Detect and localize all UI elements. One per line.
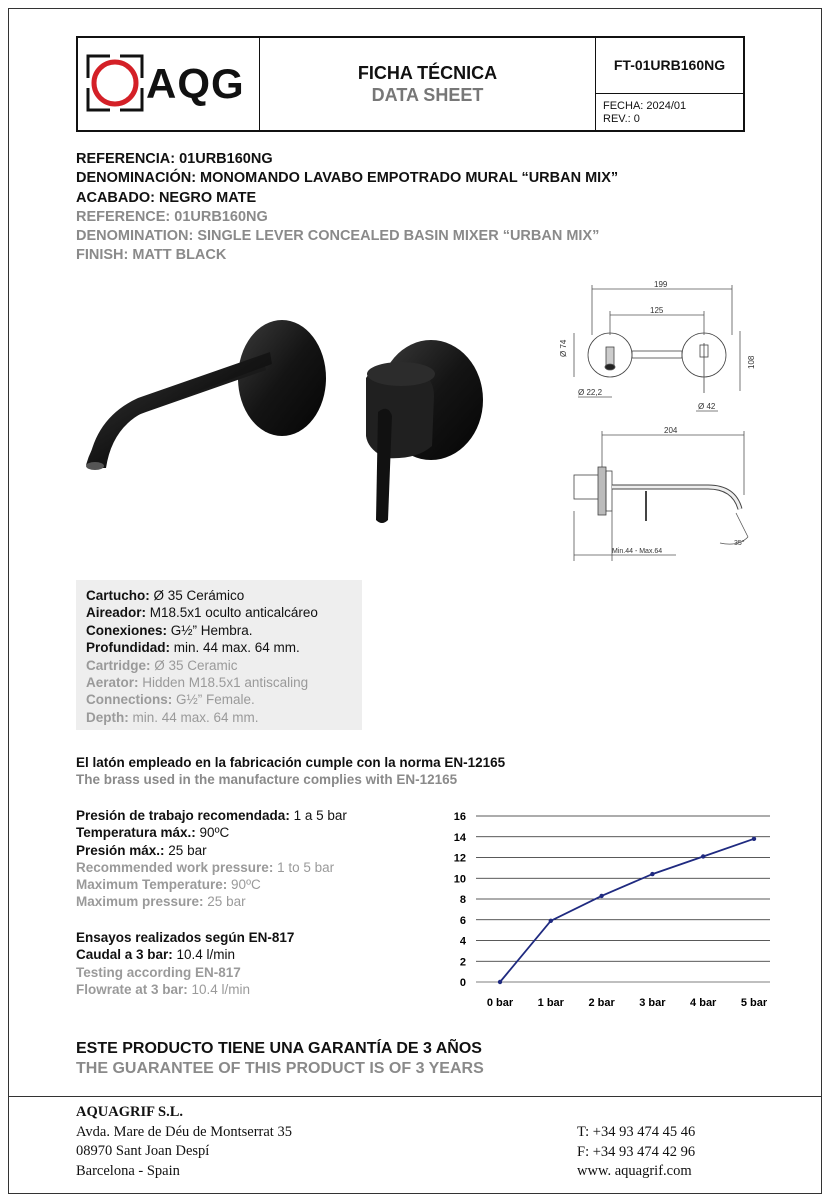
y-tick-label: 16 xyxy=(453,811,466,823)
website-link[interactable]: www. aquagrif.com xyxy=(577,1163,692,1179)
reference-en: REFERENCE: 01URB160NG xyxy=(76,208,268,225)
dim-depth: Min.44 - Max.64 xyxy=(612,548,663,555)
reference-es: REFERENCIA: 01URB160NG xyxy=(76,151,273,167)
dim-199: 199 xyxy=(654,280,668,289)
dim-42: Ø 42 xyxy=(698,402,716,411)
title-cell xyxy=(260,38,596,130)
y-tick-label: 10 xyxy=(453,873,466,886)
footer-contact xyxy=(577,1123,695,1182)
product-photo xyxy=(76,300,496,540)
y-tick-label: 14 xyxy=(453,831,466,844)
spec-aerator-es: Aireador: M18.5x1 oculto anticalcáreo xyxy=(86,605,318,621)
flowrate-series-line xyxy=(500,839,754,982)
data-point xyxy=(701,854,705,858)
address-line-1: Avda. Mare de Déu de Montserrat 35 xyxy=(76,1123,292,1140)
spec-depth-en: Depth: min. 44 max. 64 mm. xyxy=(86,709,259,725)
x-tick-label: 1 bar xyxy=(537,997,564,1009)
spec-connections-es: Conexiones: G½” Hembra. xyxy=(86,622,253,638)
spec-aerator-en: Aerator: Hidden M18.5x1 antiscaling xyxy=(86,675,309,691)
specs-box xyxy=(76,580,362,730)
tests-block xyxy=(76,929,426,998)
fax: F: +34 93 474 42 96 xyxy=(577,1143,696,1160)
data-point xyxy=(549,919,553,923)
spec-connections-en: Connections: G½” Female. xyxy=(86,692,255,708)
logo-mark-icon xyxy=(86,54,146,114)
warranty-block xyxy=(76,1039,484,1079)
work-pressure-es: Presión de trabajo recomendada: 1 a 5 bar xyxy=(76,808,347,823)
document-date: FECHA: 2024/01 xyxy=(603,100,687,112)
max-temp-es: Temperatura máx.: 90ºC xyxy=(76,825,230,841)
warranty-es: ESTE PRODUCTO TIENE UNA GARANTÍA DE 3 AÑOS xyxy=(76,1040,482,1057)
data-point xyxy=(752,837,756,841)
x-tick-label: 4 bar xyxy=(690,997,717,1009)
dim-angle: 35° xyxy=(734,540,745,547)
warranty-en: THE GUARANTEE OF THIS PRODUCT IS OF 3 YEARS xyxy=(76,1060,484,1077)
flowrate-chart xyxy=(432,806,782,1016)
test-norm-en: Testing according EN-817 xyxy=(76,964,241,980)
test-norm-es: Ensayos realizados según EN-817 xyxy=(76,930,295,945)
y-tick-label: 6 xyxy=(459,914,466,927)
max-pressure-en: Maximum pressure: 25 bar xyxy=(76,894,246,910)
date-cell xyxy=(596,94,743,130)
finish-en: FINISH: MATT BLACK xyxy=(76,247,227,264)
dim-204: 204 xyxy=(664,426,678,435)
max-pressure-es: Presión máx.: 25 bar xyxy=(76,842,207,858)
spec-depth-es: Profundidad: min. 44 max. 64 mm. xyxy=(86,640,300,656)
logo-cell xyxy=(78,38,260,130)
brass-norm-en: The brass used in the manufacture complies with EN-12165 xyxy=(76,772,458,787)
y-tick-label: 0 xyxy=(459,977,466,989)
x-tick-label: 0 bar xyxy=(486,997,514,1009)
x-tick-label: 5 bar xyxy=(740,997,768,1009)
spec-cartridge-en: Cartridge: Ø 35 Ceramic xyxy=(86,657,238,673)
data-point xyxy=(650,872,654,876)
flowrate-en: Flowrate at 3 bar: 10.4 l/min xyxy=(76,981,251,997)
pressure-block xyxy=(76,807,426,911)
finish-es: ACABADO: NEGRO MATE xyxy=(76,189,257,206)
brass-norm-es: El latón empleado en la fabricación cumple con la norma EN-12165 xyxy=(76,755,506,770)
document-revision: REV.: 0 xyxy=(603,113,640,125)
address-line-2: 08970 Sant Joan Despí xyxy=(76,1143,210,1159)
brass-norm xyxy=(76,754,505,788)
header-table xyxy=(76,36,745,132)
company-name: AQUAGRIF S.L. xyxy=(76,1104,184,1120)
flowrate-es: Caudal a 3 bar: 10.4 l/min xyxy=(76,947,236,963)
y-tick-label: 12 xyxy=(453,852,466,865)
technical-drawing xyxy=(548,275,788,565)
phone: T: +34 93 474 45 46 xyxy=(577,1124,696,1140)
title-es: FICHA TÉCNICA xyxy=(357,63,498,83)
dim-22: Ø 22,2 xyxy=(578,388,603,397)
y-tick-label: 2 xyxy=(459,956,466,969)
x-tick-label: 3 bar xyxy=(639,997,666,1009)
address-line-3: Barcelona - Spain xyxy=(76,1162,180,1179)
data-point xyxy=(498,980,502,984)
max-temp-en: Maximum Temperature: 90ºC xyxy=(76,877,261,893)
x-tick-label: 2 bar xyxy=(588,997,615,1009)
footer-address xyxy=(76,1103,292,1181)
y-tick-label: 4 xyxy=(459,935,466,948)
footer-divider xyxy=(8,1096,822,1097)
title-en: DATA SHEET xyxy=(371,85,484,105)
reference-block xyxy=(76,150,618,266)
dim-108: 108 xyxy=(747,355,756,369)
logo-text: AQG xyxy=(146,60,245,107)
spec-cartridge-es: Cartucho: Ø 35 Cerámico xyxy=(86,588,245,603)
denomination-en: DENOMINATION: SINGLE LEVER CONCEALED BASIN MIXER “URBAN MIX” xyxy=(76,228,600,245)
dim-74: Ø 74 xyxy=(559,339,568,357)
denomination-es: DENOMINACIÓN: MONOMANDO LAVABO EMPOTRADO MURAL “URBAN MIX” xyxy=(76,170,619,187)
work-pressure-en: Recommended work pressure: 1 to 5 bar xyxy=(76,859,335,875)
dim-125: 125 xyxy=(650,306,664,315)
y-tick-label: 8 xyxy=(459,894,466,906)
data-point xyxy=(599,894,603,898)
document-code: FT-01URB160NG xyxy=(596,38,743,94)
